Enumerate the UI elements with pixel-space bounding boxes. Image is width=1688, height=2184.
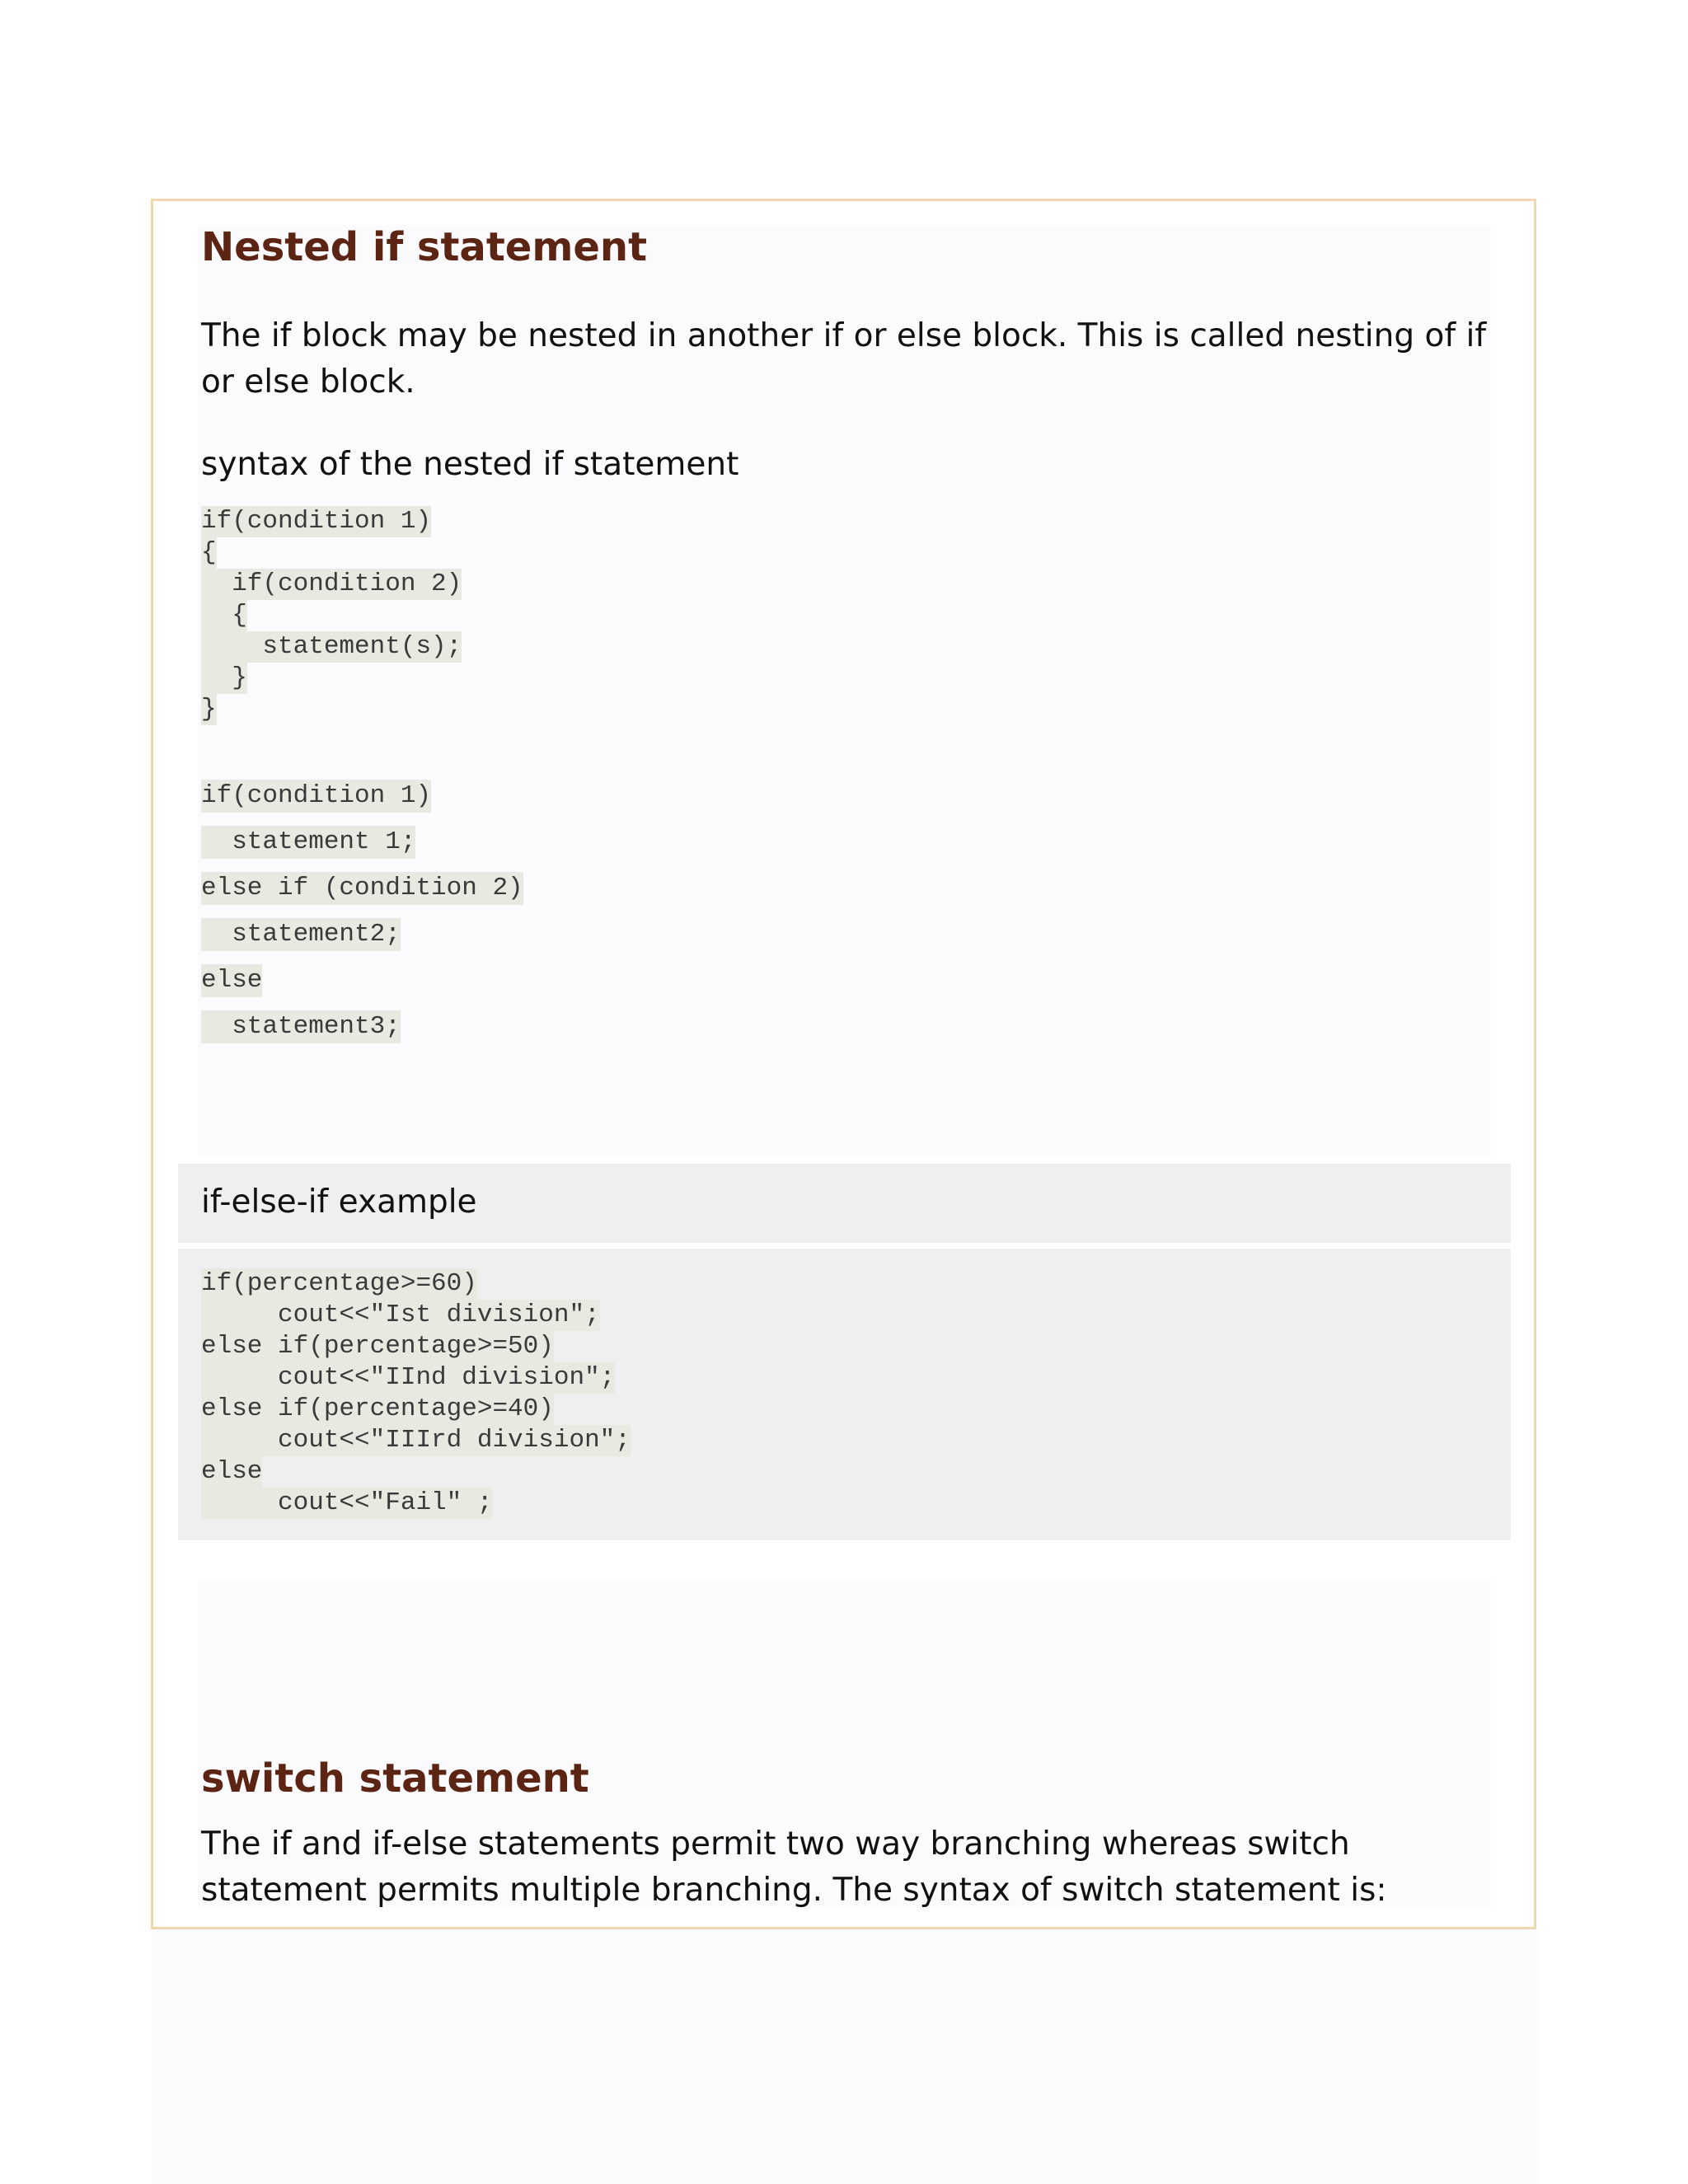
code-line: else if (condition 2) [201, 872, 523, 905]
intro-line-1: The if block may be nested in another if or else block. This is called nesting of if [201, 317, 1487, 354]
code-line: if(condition 1) [201, 507, 432, 536]
code-line: else [201, 964, 262, 997]
code-line: if(condition 1) [201, 780, 431, 813]
code-line: cout<<"IIIrd division"; [201, 1426, 631, 1455]
example-header [178, 1164, 1511, 1243]
code-line: statement3; [201, 1010, 401, 1043]
switch-paragraph [201, 1821, 1487, 1914]
code-line: if(condition 2) [201, 569, 462, 598]
code-line: { [201, 601, 247, 630]
intro-line-2: or else block. [201, 363, 415, 401]
content-frame [151, 199, 1536, 1929]
code-line: if(percentage>=60) [201, 1269, 477, 1298]
example-code-box [178, 1249, 1511, 1540]
code-line: statement2; [201, 918, 401, 951]
code-line: statement(s); [201, 632, 462, 661]
switch-line-1: The if and if-else statements permit two way branching whereas switch [201, 1825, 1350, 1863]
code-line: cout<<"Fail" ; [201, 1488, 493, 1517]
code-line: else [201, 1457, 263, 1486]
code-line: cout<<"IInd division"; [201, 1363, 616, 1392]
code-line: } [201, 663, 247, 692]
switch-line-2: statement permits multiple branching. The syntax of switch statement is: [201, 1872, 1387, 1909]
code-line: else if(percentage>=40) [201, 1394, 554, 1423]
code-line: statement 1; [201, 826, 415, 859]
code-line: cout<<"Ist division"; [201, 1301, 600, 1329]
nested-if-syntax-code [201, 506, 462, 725]
example-title: if-else-if example [201, 1183, 477, 1221]
intro-paragraph [201, 313, 1487, 405]
section-title-nested-if: Nested if statement [201, 224, 648, 270]
syntax-caption: syntax of the nested if statement [201, 446, 739, 483]
example-code [201, 1268, 631, 1519]
code-line: } [201, 695, 217, 724]
code-line: else if(percentage>=50) [201, 1332, 554, 1361]
page-background [152, 1929, 1538, 2184]
section-title-switch: switch statement [201, 1755, 589, 1802]
code-line: { [201, 538, 217, 567]
